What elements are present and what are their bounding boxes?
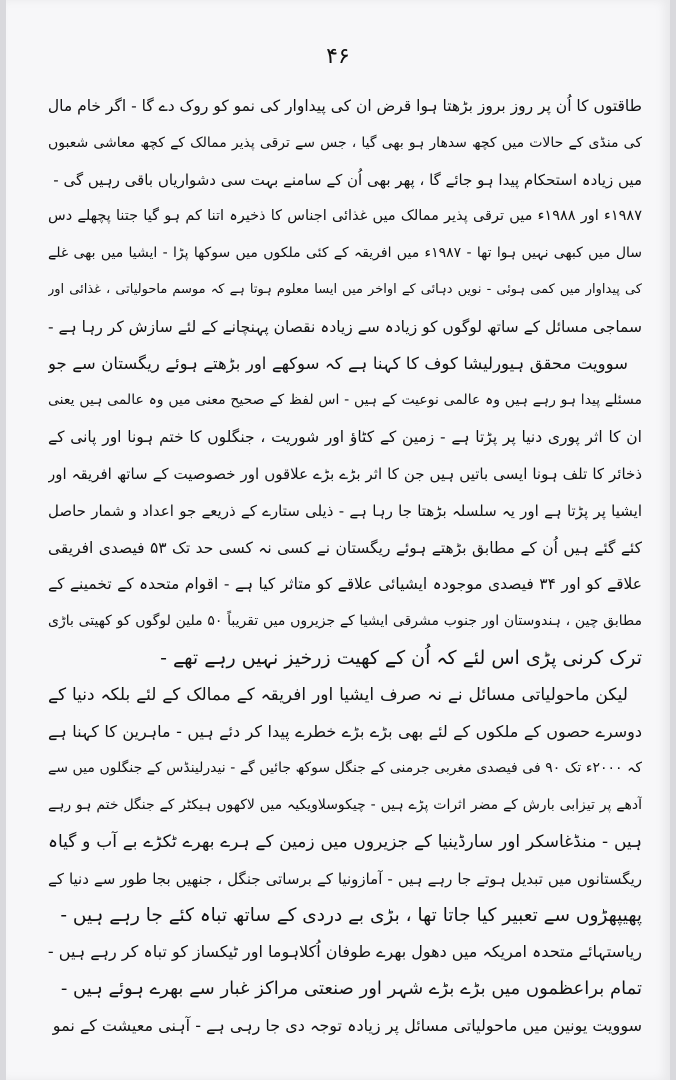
text-line: کہ ۲۰۰۰ء تک ۹۰ فی فیصدی مغربی جرمنی کے جنگل سوکھ جائیں گے - نیدرلینڈس کے جنگلوں میں سے — [48, 760, 642, 777]
text-line: میں زیادہ استحکام پیدا ہو جائے گا ، پھر بھی اُن کے سامنے بہت سی دشواریاں باقی رہیں گی - — [53, 170, 642, 189]
text-line: ان کا اثر پوری دنیا پر پڑتا ہے - زمین کے کٹاؤ اور شوریت ، جنگلوں کا ختم ہونا اور پانی کے — [48, 428, 642, 447]
text-line: سماجی مسائل کے ساتھ لوگوں کو زیادہ سے زیادہ نقصان پہنچانے کے لئے سازش کر رہا ہے - — [48, 317, 642, 336]
text-line: مطابق چین ، ہندوستان اور جنوب مشرقی ایشیا کے جزیروں میں تقریباً ۵۰ ملین لوگوں کو کھیتی باڑی — [48, 613, 642, 630]
text-line: سوویت یونین میں ماحولیاتی مسائل پر زیادہ توجہ دی جا رہی ہے - آہنی معیشت کے نمو — [52, 1015, 642, 1035]
text-line: سال میں کبھی نہیں ہوا تھا - ۱۹۸۷ء میں افریقہ کے کئی ملکوں میں سوکھا پڑا - ایشیا میں بھی غلے — [48, 245, 642, 262]
paragraph — [48, 677, 642, 935]
paragraph — [48, 346, 642, 677]
body-text — [48, 88, 642, 1045]
book-page — [6, 0, 670, 1080]
text-line: کئے گئے ہیں اُن کے مطابق بڑھتے ہوئے ریگستان نے کسی نہ کسی حد تک ۵۳ فیصدی افریقی — [48, 538, 642, 557]
text-line: دوسرے حصوں کے ملکوں کے لئے بھی بڑے بڑے خطرے پیدا کر دئے ہیں - ماہرین کا کہنا ہے — [48, 721, 642, 741]
text-line: ذخائر کا تلف ہونا ایسی باتیں ہیں جن کا اثر بڑے بڑے علاقوں اور خصوصیت کے ساتھ افریقہ اور — [48, 464, 642, 483]
text-line: سوویت محقق ہیورلیشا کوف کا کہنا ہے کہ سوکھے اور بڑھتے ہوئے ریگستان سے جو — [48, 353, 628, 373]
paragraph — [48, 198, 642, 345]
text-line: ریاستہائے متحدہ امریکہ میں دھول بھرے طوفان اُکلاہوما اور ٹیکساز کو تباہ کر رہے ہیں - — [48, 942, 642, 962]
text-line: ۱۹۸۷ء اور ۱۹۸۸ء میں ترقی پذیر ممالک میں غذائی اجناس کا ذخیرہ اتنا کم ہو گیا جتنا پچھلے دس — [48, 208, 642, 225]
text-line: ہیں - منڈغاسکر اور سارڈینیا کے جزیروں میں زمین کے ہرے بھرے ٹکڑے بے آب و گیاہ — [48, 831, 642, 852]
text-line: تمام براعظموں میں بڑے بڑے شہر اور صنعتی مراکز غبار سے بھرے ہوئے ہیں - — [60, 978, 642, 1000]
page-number: ۴۶ — [326, 44, 350, 69]
paragraph — [48, 88, 642, 198]
paragraph — [48, 1008, 642, 1045]
text-line: مسئلے پیدا ہو رہے ہیں وہ عالمی نوعیت کے ہیں - اس لفظ کے صحیح معنی میں وہ عالمی ہیں یعنی — [48, 392, 642, 409]
text-line: لیکن ماحولیاتی مسائل نے نہ صرف ایشیا اور افریقہ کے ممالک کے لئے بلکہ دنیا کے — [48, 684, 628, 705]
paragraph — [48, 934, 642, 1008]
text-line: آدھے پر تیزابی بارش کے مضر اثرات پڑے ہیں - چیکوسلاویکیہ میں لاکھوں ہیکٹر کے جنگل ختم ہو رہے — [48, 797, 642, 814]
text-line: ترک کرنی پڑی اس لئے کہ اُن کے کھیت زرخیز نہیں رہے تھے - — [160, 646, 642, 669]
text-line: پھیپھڑوں سے تعبیر کیا جاتا تھا ، بڑی بے دردی کے ساتھ تباہ کئے جا رہے ہیں - — [60, 904, 642, 926]
text-line: ایشیا پر پڑتا ہے اور یہ سلسلہ بڑھتا جا رہا ہے - ذیلی ستارے کے ذریعے جو اعداد و شمار حاصل — [48, 501, 642, 520]
text-line: ریگستانوں میں تبدیل ہوتے جا رہے ہیں - آمازونیا کے برساتی جنگل ، جنھیں بجا طور سے دنیا کے — [48, 869, 642, 888]
text-line: کی پیداوار میں کمی ہوئی - نویں دہائی کے اواخر میں ایسا معلوم ہوتا ہے کہ موسم ماحولیاتی ، غذائی اور — [48, 281, 642, 297]
text-line: علاقے کو اور ۳۴ فیصدی موجودہ ایشیائی علاقے کو متاثر کیا ہے - اقوام متحدہ کے تخمینے کے — [48, 575, 642, 594]
text-line: کی منڈی کے حالات میں کچھ سدھار ہو بھی گیا ، جس سے ترقی پذیر ممالک کے کچھ معاشی شعبوں — [48, 134, 642, 151]
text-line: طاقتوں کا اُن پر روز بروز بڑھتا ہوا قرض ان کی پیداوار کی نمو کو روک دے گا - اگر خام مال — [48, 97, 642, 115]
